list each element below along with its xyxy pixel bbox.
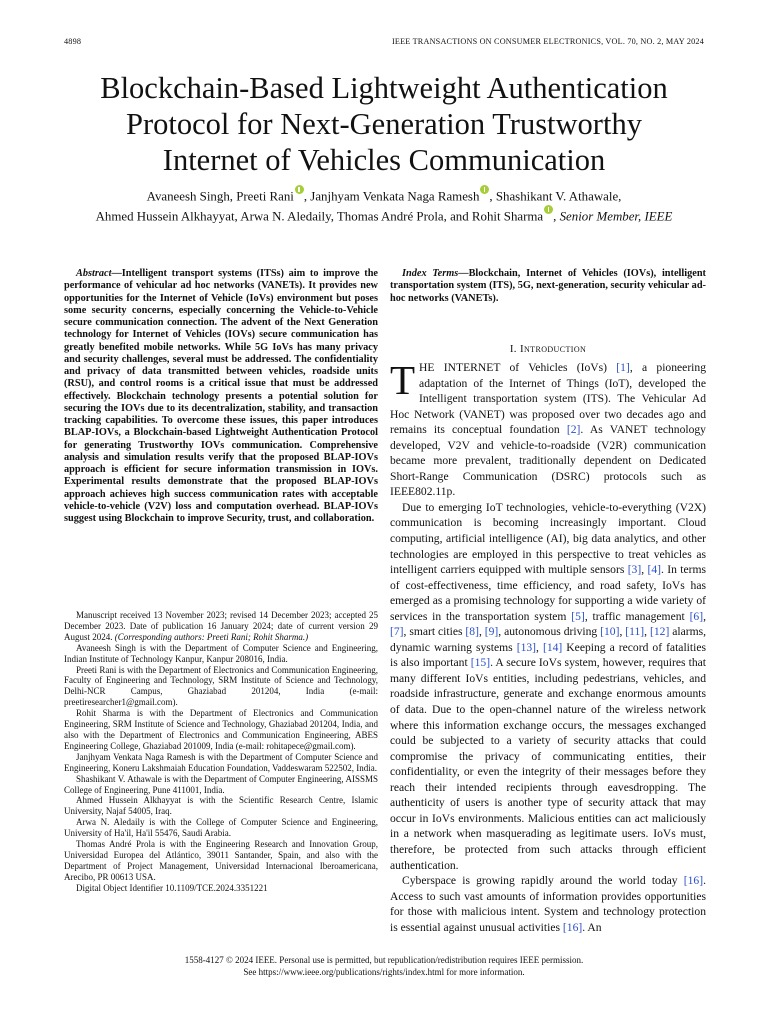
orcid-icon[interactable] — [544, 205, 553, 214]
paper-title — [64, 70, 704, 178]
author-text: Avaneesh Singh, Preeti Rani — [146, 189, 294, 204]
citation-link[interactable]: [9] — [484, 625, 499, 639]
abstract-label: Abstract — [76, 268, 112, 279]
index-terms-label: Index Terms — [402, 268, 459, 279]
title-line: Protocol for Next-Generation Trustworthy — [126, 107, 642, 141]
citation-link[interactable]: [8] — [465, 625, 479, 639]
copyright-footer — [64, 955, 704, 978]
doi[interactable]: Digital Object Identifier 10.1109/TCE.2024.3351221 — [76, 882, 268, 893]
footnote-affiliation: Preeti Rani is with the Department of Electronics and Communication Engineering, Faculty of Engineering and Technology, SRM Institute of Science and Technology, Delhi-NCR Campus, Ghaziabad 201204, India (e-mail: preetiresearcher1@gmail.com). — [64, 664, 378, 708]
text: . As VANET technology developed, V2V and vehicle-to-roadside (V2R) communication became more prevalent, traditionally dependent on Dedicated Short-Range Communication (DSRC) protocols such as IEEE802.11p. — [390, 423, 706, 499]
paragraph — [390, 357, 706, 500]
orcid-icon[interactable] — [295, 185, 304, 194]
citation-link[interactable]: [1] — [616, 361, 630, 374]
rights-link-line[interactable]: See https://www.ieee.org/publications/rights/index.html for more information. — [243, 966, 525, 977]
citation-link[interactable]: [16] — [562, 920, 583, 934]
citation-link[interactable]: [5] — [571, 609, 585, 623]
footnote-affiliation: Ahmed Hussein Alkhayyat is with the Scientific Research Centre, Islamic University, Najaf 54005, Iraq. — [64, 795, 378, 817]
citation-link[interactable]: [15] — [470, 656, 491, 670]
corresponding-authors: (Corresponding authors: Preeti Rani; Rohit Sharma.) — [114, 631, 309, 642]
abstract — [64, 268, 378, 525]
text: . In terms of cost-effectiveness, time efficiency, and road safety, IoVs has emerged as a promising technology for supporting a wide variety of services in the transportation system — [390, 563, 706, 623]
author-text: Ahmed Hussein Alkhayyat, Arwa N. Aledaily, Thomas André Prola, and Rohit Sharma — [95, 209, 544, 224]
title-line: Internet of Vehicles Communication — [162, 143, 606, 177]
title-line: Blockchain-Based Lightweight Authentication — [100, 71, 668, 105]
drop-cap: T — [390, 357, 416, 403]
paragraph — [390, 873, 706, 935]
section-body — [390, 357, 707, 935]
paragraph: Due to emerging IoT technologies, vehicle-to-everything (V2X) communication is becoming increasingly important. Cloud computing, artificial intelligence (AI), big data analytics, and other technologies are employed in this perspective to treat vehicles as intelligent carriers equipped with multiple sensors [3], [4]. In terms of cost-effectiveness, time efficiency, and road safety, IoVs has emerged as a promising technology for supporting a wide variety of services in the transportation system [5], traffic management [6], [7], smart cities [8], [9], autonomous driving [10], [11], [12] alarms, dynamic warning systems [13], [14] Keeping a record of fatalities is also important [15]. A secure IoVs system, however, requires that many different IoVs entities, including pedestrians, vehicles, and roadside infrastructure, generate and exchange enormous amounts of data. Due to the open-channel nature of the wireless network where this information exchange occurs, the messages exchanged could be subjected to a variety of security attacks that could compromise the privacy of communicating entities, their confidentiality, or even the integrity of their messages before they reach their intended recipients through eavesdropping. The authenticity of users is another type of security attack that may occur in IoVs environments. Malicious entities can act maliciously in a network when masquerading as legitimate users. IoVs must, therefore, be protected from such attacks through efficient authentication. — [390, 500, 707, 872]
footnote-affiliation: Avaneesh Singh is with the Department of Computer Science and Engineering, Indian Institute of Technology Kanpur, Kanpur 208016, India. — [64, 642, 378, 664]
citation-link[interactable]: [16] — [683, 874, 704, 888]
text: Cyberspace is growing rapidly around the world today — [402, 874, 684, 888]
index-terms-text: —Blockchain, Internet of Vehicles (IOVs), intelligent transportation system (ITS), 5G, next-generation, security vehicular ad-hoc networks (VANETs). — [390, 268, 706, 304]
footnote-affiliation: Janjhyam Venkata Naga Ramesh is with the Department of Computer Science and Engineering, Koneru Lakshmaiah Education Foundation, Vaddeswaram 522502, India. — [64, 751, 378, 773]
text: , smart cities — [403, 625, 466, 639]
copyright-line: 1558-4127 © 2024 IEEE. Personal use is permitted, but republication/redistribution requires IEEE permission. — [184, 955, 584, 965]
footnote-affiliation: Shashikant V. Athawale is with the Department of Computer Engineering, AISSMS College of Engineering, Pune 411001, India. — [64, 773, 378, 795]
text: , traffic management — [584, 609, 690, 623]
citation-link[interactable]: [11] — [625, 625, 645, 639]
author-text: , Shashikant V. Athawale, — [489, 189, 622, 204]
author-list — [64, 186, 704, 227]
right-column — [390, 268, 706, 305]
text: . A secure IoVs system, however, requires that many different IoVs entities, including pedestrians, vehicles, and roadside infrastructure, generate and exchange enormous amounts of data. Due to the open-channel nature of the wireless network where this information exchange occurs, the messages exchanged could be subjected to a variety of security attacks that could compromise the privacy of communicating entities, their confidentiality, or even the integrity of their messages before they reach their intended recipients through eavesdropping. The authenticity of users is another type of security attack that may occur in IoVs environments. Malicious entities can act maliciously in a network when masquerading as legitimate users. IoVs must, therefore, be protected from such attacks through efficient authentication. — [390, 656, 706, 872]
journal-header: IEEE TRANSACTIONS ON CONSUMER ELECTRONICS, VOL. 70, NO. 2, MAY 2024 — [391, 37, 704, 46]
author-membership: Senior Member, IEEE — [559, 209, 673, 224]
text: Due to emerging IoT technologies, vehicle-to-everything (V2X) communication is becoming increasingly important. Cloud computing, artificial intelligence (AI), big data analytics, and other technologies are employed in this perspective to treat vehicles as intelligent carriers equipped with multiple sensors — [390, 500, 706, 577]
citation-link[interactable]: [12] — [650, 625, 670, 639]
citation-link[interactable]: [13] — [516, 640, 537, 654]
footnote-affiliation: Arwa N. Aledaily is with the College of Computer Science and Engineering, University of Ha'il, Ha'il 55476, Saudi Arabia. — [64, 817, 378, 839]
footnote-affiliation: Thomas André Prola is with the Engineering Research and Innovation Group, Universidad Europea del Atlántico, 39011 Santander, Spain, and also with the Department of Project Management, Universidad Internacional Iberoamericana, Arecibo, PR 00613 USA. — [64, 839, 378, 882]
citation-link[interactable]: [6] — [689, 609, 704, 623]
citation-link[interactable]: [7] — [390, 625, 404, 639]
text: . Access to such vast amounts of information provides opportunities for those with malicious intent. System and technology protection is essential against unusual activities — [390, 874, 706, 934]
citation-link[interactable]: [3] — [627, 563, 642, 577]
author-text: , Janjhyam Venkata Naga Ramesh — [303, 189, 480, 204]
author-text: , — [553, 209, 560, 224]
text: . An — [582, 920, 602, 934]
footnotes — [64, 610, 378, 894]
section-heading: I. Introduction — [509, 343, 587, 355]
footnote-affiliation: Rohit Sharma is with the Department of Electronics and Communication Engineering, SRM Institute of Science and Technology, Ghaziabad 201204, India, and also with the Department of Electronics and Communication Engineering, ABES Engineering College, Ghaziabad 201009, India (e-mail: rohitapece@gmail.com). — [64, 708, 378, 751]
citation-link[interactable]: [10] — [600, 625, 620, 639]
text: alarms, dynamic warning systems — [390, 625, 707, 654]
text: , a pioneering adaptation of the Internet of Things (IoT), developed the Intelligent transportation system (ITS). The Vehicular Ad Hoc Network (VANET) was proposed over two decades ago and remains its conceptual foundation — [390, 361, 706, 437]
text: Keeping a record of fatalities is also important — [390, 640, 706, 670]
index-terms — [390, 268, 706, 305]
citation-link[interactable]: [2] — [566, 423, 581, 437]
page-number: 4898 — [64, 37, 82, 46]
citation-link[interactable]: [14] — [542, 640, 563, 654]
text: HE INTERNET of Vehicles (IoVs) — [419, 361, 617, 374]
text: , autonomous driving — [498, 625, 601, 639]
abstract-text: —Intelligent transport systems (ITSs) aim to improve the performance of vehicular ad hoc networks (VANETs). It provides new opportunities for the Internet of Vehicle (IoVs) environment but poses some security concerns, especially concerning the Vehicle-to-Vehicle secure communication connection. The advent of the Next Generation technology for Internet of Vehicles (IOVs) secure communication has greatly benefited mobile networks. While 5G IoVs has many privacy and security challenges, several must be addressed. The confidentiality and privacy of data transmitted between vehicles, roadside units (RSU), and control rooms is a critical issue that must be addressed effectively. Blockchain technology presents a potential solution for securing the IOVs due to its decentralization, stability, and transaction tracking capabilities. To overcome these issues, this paper introduces BLAP-IOVs, a Blockchain-based Lightweight Authentication Protocol for generating Trustworthy IOVs communication. Comprehensive analysis and simulation results verify that the proposed BLAP-IOVs approach is efficient for secure information transmission in IOVs. Experimental results demonstrate that the proposed BLAP-IOVs approach achieves high success communication rates with acceptable vehicle-to-vehicle (V2V) loss and computation overhead. BLAP-IOVs suggest using Blockchain to improve Security, trust, and collaboration. — [64, 268, 378, 524]
left-column — [64, 268, 378, 525]
footnote-received — [64, 610, 378, 643]
received-dates: Manuscript received 13 November 2023; revised 14 December 2023; accepted 25 December 2023. Date of publication 16 January 2024; date of current version 29 August 2024. — [64, 610, 378, 642]
citation-link[interactable]: [4] — [647, 563, 661, 577]
